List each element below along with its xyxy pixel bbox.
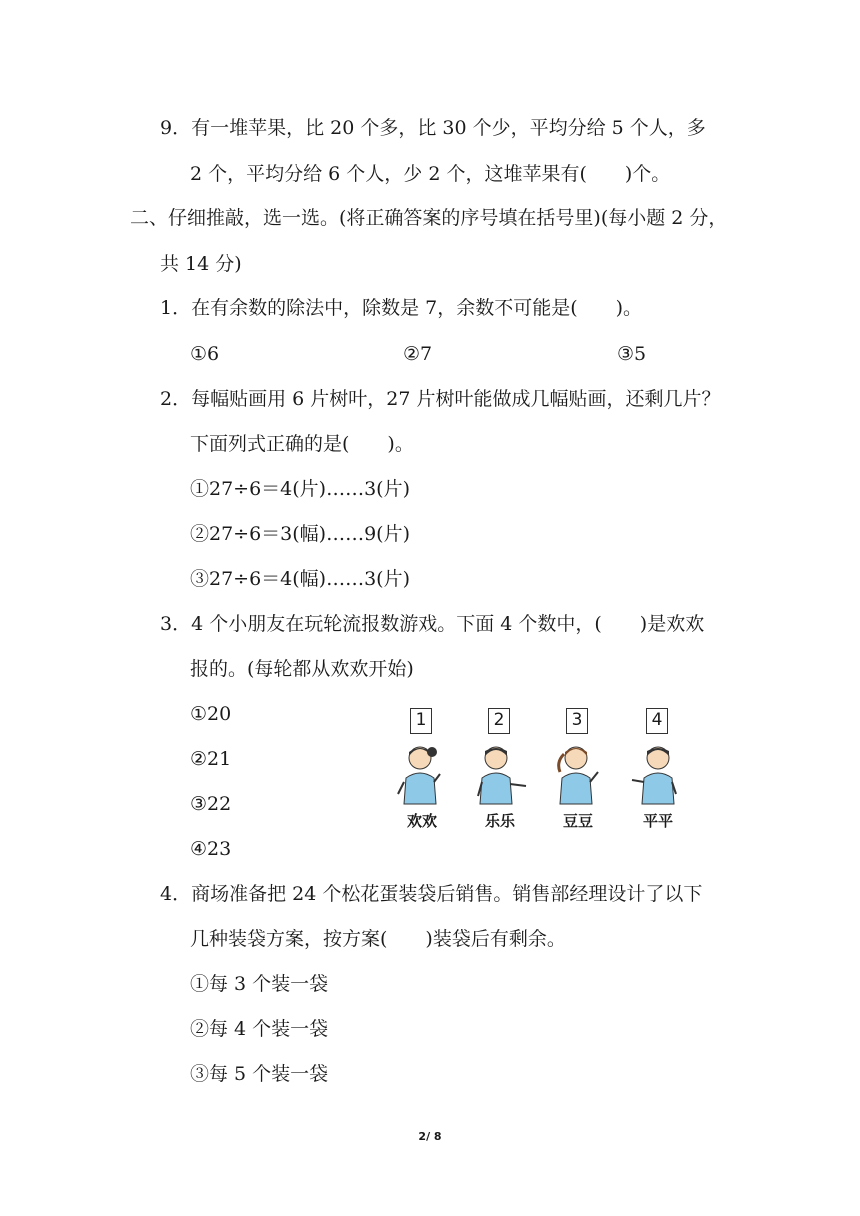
child-name: 乐乐 (484, 812, 515, 830)
child-name: 平平 (642, 812, 673, 830)
q1-option-3: ③5 (617, 343, 647, 365)
q4-option-3: ③每 5 个装一袋 (190, 1063, 329, 1085)
child-4 (628, 708, 688, 832)
q4-stem-line2: 几种装袋方案，按方案( )装袋后有剩余。 (190, 928, 566, 950)
child-name: 欢欢 (406, 812, 437, 830)
q3-option-2: ②21 (190, 748, 232, 770)
q3-option-3: ③22 (190, 793, 232, 815)
q4-stem-line1: 4．商场准备把 24 个松花蛋装袋后销售。销售部经理设计了以下 (160, 883, 703, 905)
section-heading-line2: 共 14 分) (160, 253, 242, 275)
child-3 (548, 708, 608, 832)
q1-stem: 1．在有余数的除法中，除数是 7，余数不可能是( )。 (160, 297, 643, 319)
q2-option-3: ③27÷6＝4(幅)……3(片) (190, 568, 411, 590)
girl-figure-icon (392, 742, 452, 810)
q3-stem-line1: 3．4 个小朋友在玩轮流报数游戏。下面 4 个数中，( )是欢欢 (160, 613, 705, 635)
child-name: 豆豆 (562, 812, 593, 830)
child-number-box: 2 (488, 708, 510, 734)
q9-line1: 9．有一堆苹果，比 20 个多，比 30 个少，平均分给 5 个人，多 (160, 117, 706, 139)
child-number-box: 3 (566, 708, 588, 734)
page-number: 2/ 8 (418, 1130, 442, 1143)
child-2 (470, 708, 530, 832)
q1-option-2: ②7 (403, 343, 433, 365)
q1-option-1: ①6 (190, 343, 220, 365)
q2-stem-line1: 2．每幅贴画用 6 片树叶，27 片树叶能做成几幅贴画，还剩几片？ (160, 388, 721, 410)
boy-figure-icon (628, 742, 688, 810)
q3-stem-line2: 报的。(每轮都从欢欢开始) (190, 658, 414, 680)
girl-figure-icon (548, 742, 608, 810)
section-heading-line1: 二、仔细推敲，选一选。(将正确答案的序号填在括号里)(每小题 2 分， (130, 207, 728, 229)
q4-option-2: ②每 4 个装一袋 (190, 1018, 329, 1040)
q3-option-1: ①20 (190, 703, 232, 725)
child-1 (392, 708, 452, 832)
children-counting-illustration (392, 708, 682, 832)
q4-option-1: ①每 3 个装一袋 (190, 973, 329, 995)
child-number-box: 1 (410, 708, 432, 734)
boy-figure-icon (470, 742, 530, 810)
q3-option-4: ④23 (190, 838, 232, 860)
q2-option-1: ①27÷6＝4(片)……3(片) (190, 478, 411, 500)
child-number-box: 4 (646, 708, 668, 734)
q9-line2: 2 个，平均分给 6 个人，少 2 个，这堆苹果有( )个。 (190, 163, 671, 185)
q2-option-2: ②27÷6＝3(幅)……9(片) (190, 523, 411, 545)
q2-stem-line2: 下面列式正确的是( )。 (190, 433, 414, 455)
